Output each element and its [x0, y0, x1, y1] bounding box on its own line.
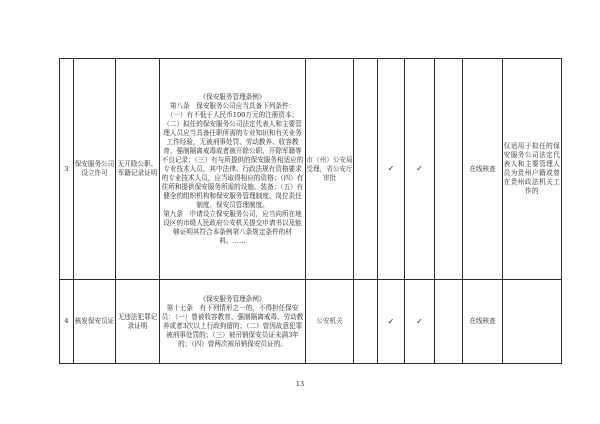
- check-cell: [435, 280, 463, 364]
- check-cell: [405, 59, 435, 280]
- checkmark-icon: ✓: [416, 164, 423, 173]
- certificate-table: [59, 58, 562, 364]
- verification-mode: 在线核查: [463, 59, 503, 280]
- proof-material: 无违法犯罪记录证明: [116, 280, 160, 364]
- item-name: 保安服务公司设立许可: [74, 59, 116, 280]
- check-cell: [354, 280, 378, 364]
- remark: 仅适用于拟任的保安服务公司法定代表人和主要管理人员为贵州户籍或曾在贵州政法机关工作的: [503, 59, 562, 280]
- table-row: [60, 280, 562, 364]
- row-number: 3: [60, 59, 74, 280]
- item-name: 核发保安员证: [74, 280, 116, 364]
- check-cell: [378, 59, 405, 280]
- checkmark-icon: ✓: [387, 316, 395, 326]
- verification-mode: 在线核查: [463, 280, 503, 364]
- proof-material: 无开除公职、军籍记录证明: [116, 59, 160, 280]
- page-number: 13: [295, 380, 305, 388]
- check-cell: [354, 59, 378, 280]
- check-cell: [435, 59, 463, 280]
- table-row: [60, 59, 562, 280]
- checkmark-icon: ✓: [416, 316, 423, 326]
- remark: [503, 280, 562, 364]
- check-cell: [405, 280, 435, 364]
- authority: 公安机关: [306, 280, 354, 364]
- row-number: 4: [60, 280, 74, 364]
- check-cell: [378, 280, 405, 364]
- checkmark-icon: ✓: [387, 164, 395, 173]
- authority: 市（州）公安局受理，省公安厅审批: [306, 59, 354, 280]
- legal-basis: 《保安服务管理条例》 第八条 保安服务公司应当具备下列条件： （一）有不低于人民币100万元的注册资本； （二）拟任的保安服务公司法定代表人和主要管理人员应当具备任职所需的专业知识和有关业务工作经验，无被刑事处罚、劳动教养、收容教育、强制隔离戒毒或者被开除公职、开除军籍等不良记录；（三）有与所提供的保安服务相适应的专业技术人员，其中法律、行政法规有资格要求的专业技术人员，应当取得相应的资格；（四）有住所和提供保安服务所需的设施、装备；（五）有健全的组织机构和保安服务管理制度、岗位责任制度、保安员管理制度。 第九条 申请设立保安服务公司，应当向所在地设区的市级人民政府公安机关提交申请书以及能够证明其符合本条例第八条规定条件的材料。……: [160, 59, 306, 280]
- legal-basis: 《保安服务管理条例》 第十七条 有下列情形之一的，不得担任保安员：（一）曾被收容教育、强制隔离戒毒、劳动教养或者3次以上行政拘留的；（二）曾因故意犯罪被刑事处罚的；（三）被吊销保安员证未满3年的；（四）曾两次被吊销保安员证的。: [160, 280, 306, 364]
